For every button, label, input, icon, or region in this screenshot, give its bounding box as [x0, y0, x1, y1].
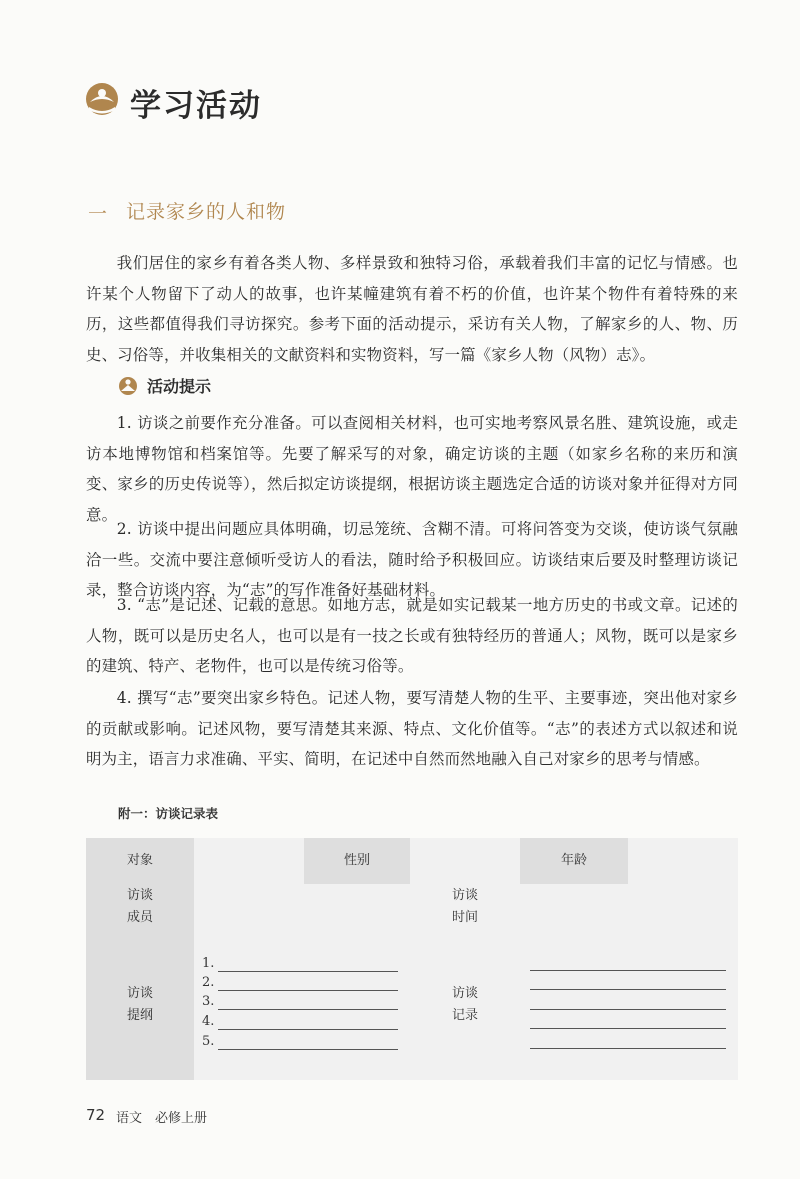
record-label: 访谈 记录: [410, 930, 520, 1080]
section-title: 记录家乡的人和物: [126, 201, 287, 223]
members-field[interactable]: [194, 884, 410, 930]
time-field[interactable]: [520, 884, 738, 930]
outline-number: 4.: [202, 1014, 215, 1029]
appendix-title: 附一：访谈记录表: [118, 806, 219, 821]
tip-paragraph: 4. 撰写“志”要突出家乡特色。记述人物，要写清楚人物的生平、主要事迹，突出他对家乡的贡献或影响。记述风物，要写清楚其来源、特点、文化价值等。“志”的表述方式以叙述和说明为主，语言力求准确、平实、简明，在记述中自然而然地融入自己对家乡的思考与情感。: [86, 689, 738, 768]
outline-number: 1.: [202, 956, 215, 971]
outline-field[interactable]: [194, 930, 410, 1080]
outline-number: 2.: [202, 975, 215, 990]
outline-number: 3.: [202, 994, 215, 1009]
outline-number: 5.: [202, 1034, 215, 1049]
tips-title: 活动提示: [147, 377, 212, 396]
record-field[interactable]: [520, 930, 738, 1080]
tip-paragraph: 2. 访谈中提出问题应具体明确，切忌笼统、含糊不清。可将问答变为交谈，使访谈气氛融洽一些。交流中要注意倾听受访人的看法，随时给予积极回应。访谈结束后要及时整理访谈记录，整合访谈内容，为“志”的写作准备好基础材料。: [86, 520, 738, 599]
outline-label: 访谈 提纲: [86, 930, 194, 1080]
tip-paragraph: 1. 访谈之前要作充分准备。可以查阅相关材料，也可实地考察风景名胜、建筑设施，或走访本地博物馆和档案馆等。先要了解采写的对象，确定访谈的主题（如家乡名称的来历和演变、家乡的历史传说等），然后拟定访谈提纲，根据访谈主题选定合适的访谈对象并征得对方同意。: [86, 414, 738, 524]
subject-field[interactable]: [194, 838, 304, 884]
intro-paragraph: 我们居住的家乡有着各类人物、多样景致和独特习俗，承载着我们丰富的记忆与情感。也许某个人物留下了动人的故事，也许某幢建筑有着不朽的价值，也许某个物件有着特殊的来历，这些都值得我们寻访探究。参考下面的活动提示，采访有关人物，了解家乡的人、物、历史、习俗等，并收集相关的文献资料和实物资料，写一篇《家乡人物（风物）志》。: [86, 254, 738, 364]
gender-field[interactable]: [410, 838, 520, 884]
subject-label: 对象: [86, 838, 194, 884]
section-number: 一: [88, 203, 108, 225]
tip-paragraph: 3. “志”是记述、记载的意思。如地方志，就是如实记载某一地方历史的书或文章。记述的人物，既可以是历史名人，也可以是有一技之长或有独特经历的普通人；风物，既可以是家乡的建筑、特产、老物件，也可以是传统习俗等。: [86, 596, 738, 675]
gender-label: 性别: [304, 838, 410, 884]
page-number: 72: [86, 1106, 106, 1124]
tips-icon: [118, 376, 138, 396]
book-title: 语文 必修上册: [116, 1111, 208, 1126]
age-label: 年龄: [520, 838, 628, 884]
age-field[interactable]: [628, 838, 738, 884]
interview-record-table: [86, 838, 738, 1080]
chapter-icon: [84, 82, 120, 116]
time-label: 访谈 时间: [410, 884, 520, 930]
chapter-title: 学习活动: [130, 88, 262, 124]
members-label: 访谈 成员: [86, 884, 194, 930]
